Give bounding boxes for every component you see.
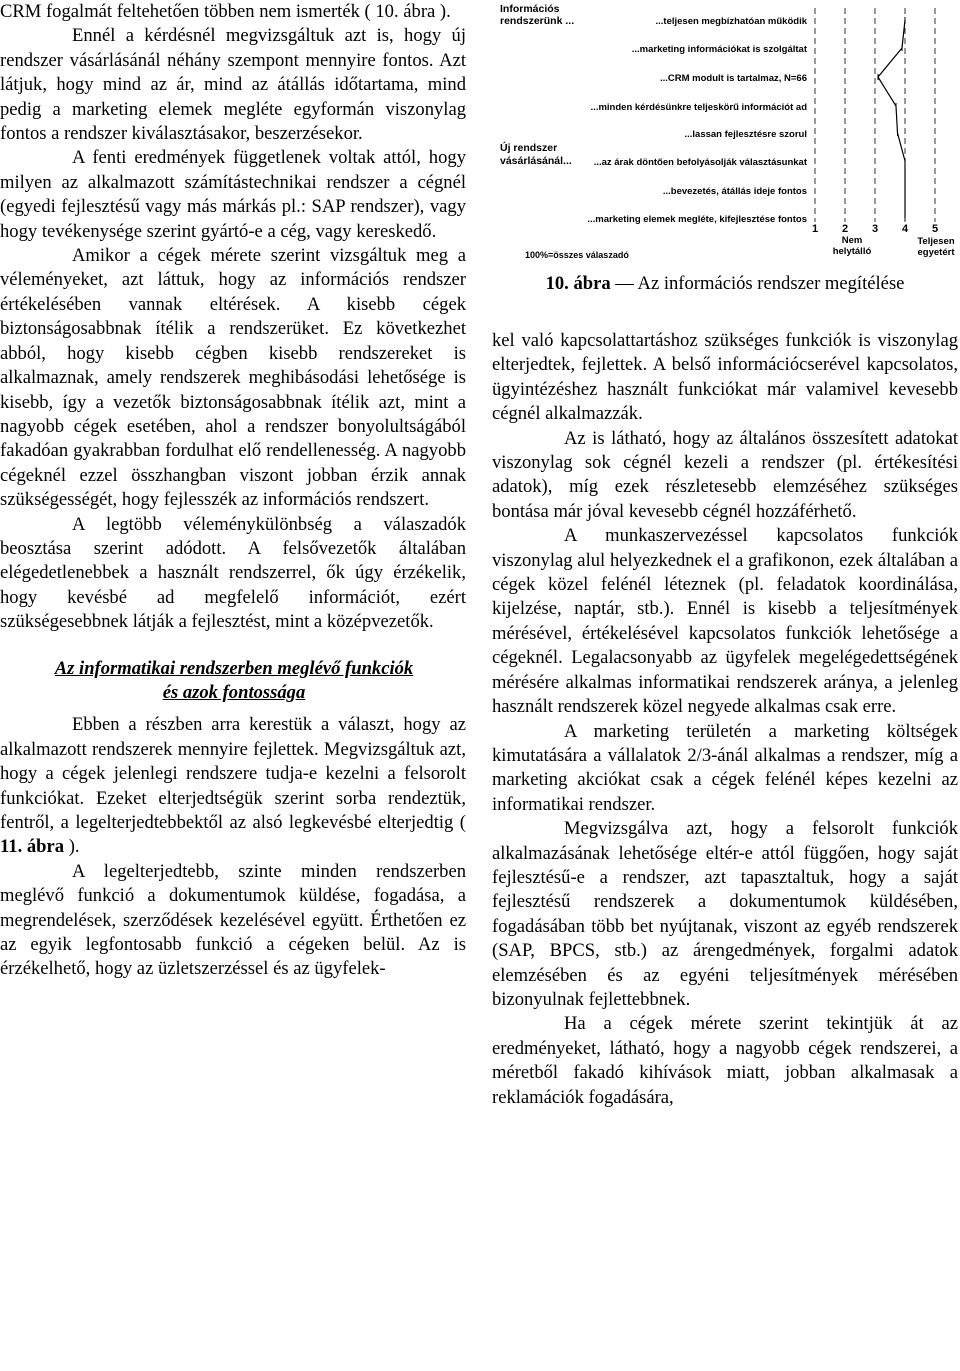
paragraph: Megvizsgálva azt, hogy a felsorolt funkciók alkalmazásának lehetősége eltér-e attól függően, hogy saját fejlesztésű-e a rendszer, azt tapasztaltuk, hogy a saját fejlesztésű rendszerek a dokumentumok küldésében, fogadásában több bet nyújtanak, viszont az egyéb rendszerek (SAP, BPCS, stb.) az árengedmények, forgalmi adatok elemzésében és az egyéni teljesítmények mérésében bizonyulnak fejlettebbnek. — [492, 818, 958, 1010]
x-tick-label: 3 — [871, 223, 879, 235]
x-axis-label: helytálló — [832, 246, 872, 257]
category-label: ...teljesen megbízhatóan működik — [655, 16, 807, 27]
section-heading — [0, 657, 468, 706]
group-label: rendszerünk ... — [500, 15, 575, 27]
right-text — [492, 329, 958, 1110]
paragraph: Amikor a cégek mérete szerint vizsgáltuk meg a véleményeket, azt láttuk, hogy az információs rendszer értékelésében vannak eltérések. A kisebb cégek biztonságosabbnak ítélik a rendszerüket. Ez következhet abból, hogy kisebb cégben kisebb rendszereket is alkalmaznak, amely rendszerek meghibásodási lehetősége is kisebb, így a vezetők biztonságosabbnak ítélik azt, mint a nagyobb cégek esetében, ahol a rendszer bonyolultságából fakadóan gyakrabban fordulhat elő rendellenesség. A nagyobb cégeknél ezzel összhangban viszont jobban érzik annak szükségességét, hogy fejlesszék az információs rendszert. — [0, 245, 466, 511]
paragraph: Az is látható, hogy az általános összesített adatokat viszonylag sok cégnél kezeli a rendszer (pl. értékesítési adatok), míg ezek részletesebb elemzéséhez szükséges bontása már jóval kevesebb cégnél hozzáférhető. — [492, 427, 958, 522]
category-label: ...az árak döntően befolyásolják választásunkat — [593, 157, 807, 168]
paragraph: A legtöbb véleménykülönbség a válaszadók beosztása szerint adódott. A felsővezetők általában elégedetlenebbek a használt rendszerrel, ők úgy érzékelik, hogy kevésbé ad megfelelő információt, ezért szükségesebbnek látják a fejlesztést, mint a középvezetők. — [0, 513, 466, 633]
caption-number: 10. ábra — [545, 273, 611, 294]
caption-dash: — — [615, 273, 634, 294]
x-axis-label: Nem — [841, 235, 863, 246]
paragraph: Ha a cégek mérete szerint tekintjük át az eredményeket, látható, hogy a nagyobb cégek rendszerei, a méretből fakadó kihívások miatt, jobban alkalmasak a reklamációk fogadására, — [492, 1013, 958, 1108]
category-label: ...lassan fejlesztésre szorul — [684, 129, 807, 140]
paragraph: A munkaszervezéssel kapcsolatos funkciók viszonylag alul helyezkednek el a grafikonon, ezek általában a cégek közel felénél léteznek (pl. feladatok koordinálása, kijelzése, naptár, stb.). Ennél is kisebb a teljesítmények mérésével, értékelésével kapcsolatos funkciók lehetősége a cégeknél. Legalacsonyabb az ügyfelek megelégedettségének mérésére alkalmas informatikai rendszerek aránya, a jelenleg használt rendszerek közel negyede alkalmas csak erre. — [492, 525, 958, 718]
paragraph-text: Ebben a részben arra kerestük a választ, hogy az alkalmazott rendszerek mennyire fejlettek. Megvizsgáltuk azt, hogy a cégek jelenlegi rendszere tudja-e kezelni a felsorolt funkciókat. Ezeket elterjedtségük szerint sorba rendeztük, fentről, a legelterjedtebbektől az alsó legkevésbé elterjedtig ( — [0, 714, 466, 833]
left-column — [0, 0, 468, 982]
paragraph: Ennél a kérdésnél megvizsgáltuk azt is, hogy új rendszer vásárlásánál néhány szempont mennyire fontos. Azt látjuk, hogy mind az ár, mind az átállás időtartama, mind pedig a marketing elemek megléte egyformán viszonylag fontos a rendszer kiválasztásakor, beszerzésekor. — [0, 25, 466, 145]
section-heading-line: Az informatikai rendszerben meglévő funkciók — [54, 657, 414, 679]
figure-10 — [492, 0, 958, 270]
group-label: vásárlásánál... — [500, 155, 572, 167]
paragraph: A fenti eredmények függetlenek voltak attól, hogy milyen az alkalmazott számítástechnikai rendszer a cégnél (egyedi fejlesztésű vagy más márkás pl.: SAP rendszer), vagy hogy tevékenysége szerint gyártó-e a cég, vagy kereskedő. — [0, 147, 466, 242]
category-label: ...minden kérdésünkre teljeskörű információt ad — [590, 102, 807, 113]
paragraph — [0, 713, 466, 859]
series-line — [878, 20, 905, 218]
category-label: ...CRM modult is tartalmaz, N=66 — [659, 73, 807, 84]
category-label: ...bevezetés, átállás ideje fontos — [662, 186, 807, 197]
chart-note: 100%=összes válaszadó — [525, 250, 629, 260]
line-chart — [492, 0, 958, 270]
group-label: Új rendszer — [500, 142, 558, 154]
group-label: Információs — [500, 3, 560, 15]
paragraph: kel való kapcsolattartáshoz szükséges funkciók is viszonylag elterjedtek, fejlettek. A belső információcserével kapcsolatos, ügyintézéshez használt funkciókat már valamivel kevesebb cégnél alkalmazzák. — [492, 330, 958, 425]
paragraph: A marketing területén a marketing költségek kimutatására a vállalatok 2/3-ánál alkalmas a rendszer, míg a marketing akciókat csak a cégek felénél képes kezelni az informatikai rendszer. — [492, 720, 958, 815]
section-heading-line: és azok fontossága — [162, 681, 306, 703]
figure-reference: 11. ábra — [0, 836, 65, 858]
paragraph-text: ). — [68, 836, 80, 858]
x-tick-label: 4 — [901, 223, 909, 235]
caption-text: Az információs rendszer megítélése — [637, 273, 905, 294]
paragraph: CRM fogalmát feltehetően többen nem ismerték ( 10. ábra ). — [0, 1, 451, 22]
x-axis-label: Teljesen — [917, 236, 955, 247]
x-tick-label: 1 — [811, 223, 819, 235]
category-label: ...marketing elemek megléte, kifejlesztése fontos — [587, 214, 807, 225]
paragraph: A legelterjedtebb, szinte minden rendszerben meglévő funkció a dokumentumok küldése, fogadása, a megrendelések, szerződések kezelésével együtt. Érthetően ez az egyik legfontosabb funkció a cégeken belül. Az is érzékelhető, hogy az üzletszerzéssel és az ügyfelek- — [0, 860, 466, 980]
figure-caption — [492, 272, 958, 296]
x-tick-label: 5 — [931, 223, 939, 235]
x-axis-label: egyetért — [917, 247, 955, 258]
x-tick-label: 2 — [841, 223, 849, 235]
category-label: ...marketing információkat is szolgáltat — [631, 44, 807, 55]
